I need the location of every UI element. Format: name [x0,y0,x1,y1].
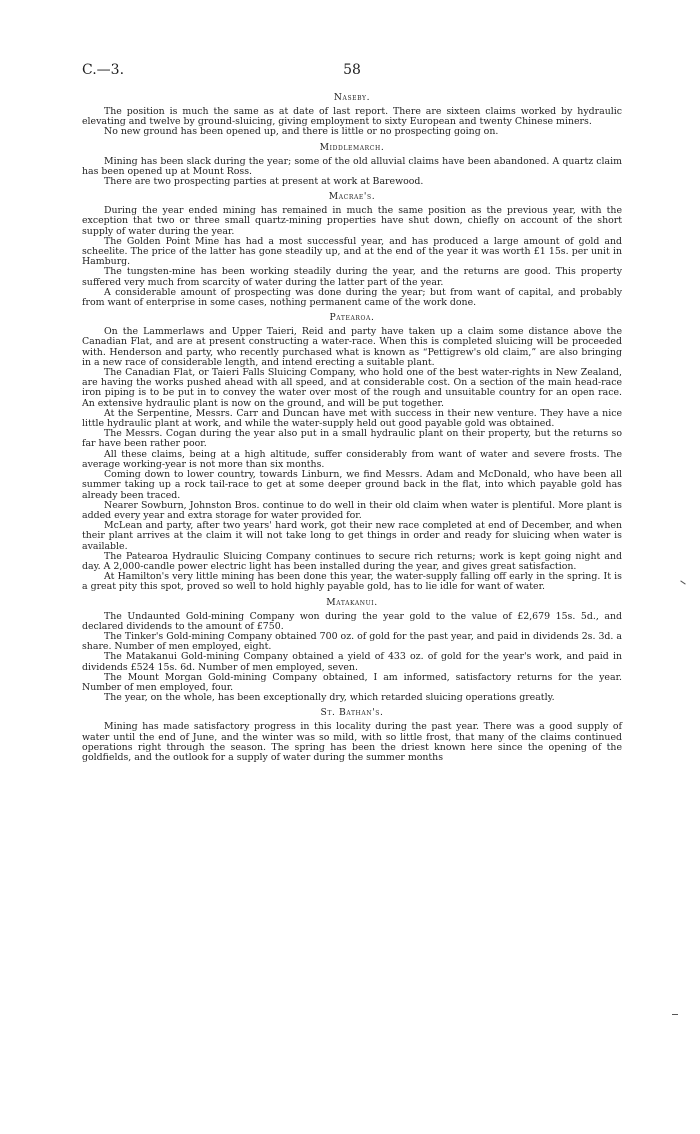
paragraph: The Patearoa Hydraulic Sluicing Company continues to secure rich returns; work is kept going night and day. A 2,000-candle power electric light has been installed during the year, and gives great satisfaction. [82,550,622,572]
paragraph: Mining has been slack during the year; some of the old alluvial claims have been abandoned. A quartz claim has been opened up at Mount Ross. [82,155,622,177]
paragraph: There are two prospecting parties at present at work at Barewood. [104,176,424,188]
section-heading: Patearoa. [329,312,375,324]
paragraph: At Hamilton's very little mining has been done this year, the water-supply falling off early in the spring. It is a great pity this spot, proved so well to hold highly payable gold, has to lie idle for want of water. [82,571,622,593]
page-header [82,62,622,88]
paragraph: The Mount Morgan Gold-mining Company obtained, I am informed, satisfactory returns for the year. Number of men employed, four. [82,671,622,693]
paragraph: A considerable amount of prospecting was done during the year; but from want of capital, and probably from want of enterprise in some cases, nothing permanent came of the work done. [82,286,622,309]
section-heading: Matakanui. [326,596,378,608]
paragraph: On the Lammerlaws and Upper Taieri, Reid and party have taken up a claim some distance above the Canadian Flat, and are at present constructing a water-race. When this is completed sluicing will be proceeded with. Henderson and party, who recently purchased what is known as “Pettigrew's old claim,” are also bringing in a new race of considerable length, and intend erecting a suitable plant. [82,326,622,368]
paragraph: The year, on the whole, has been exceptionally dry, which retarded sluicing operations greatly. [104,692,555,704]
report-section [82,191,622,308]
paragraph: The Undaunted Gold-mining Company won during the year gold to the value of £2,679 15s. 5d., and declared dividends to the amount of £750. [82,610,622,632]
section-heading: Middlemarch. [319,141,385,153]
paragraph: The Golden Point Mine has had a most successful year, and has produced a large amount of gold and scheelite. The price of the latter has gone steadily up, and at the end of the year it was worth £1 15s. per unit in Hamburg. [82,235,622,268]
margin-mark [680,580,685,584]
page-number: 58 [343,62,361,78]
report-section [82,92,622,138]
paragraph: The Canadian Flat, or Taieri Falls Sluicing Company, who hold one of the best water-rights in New Zealand, are having the works pushed ahead with all speed, and at considerable cost. On a section of the main head-race iron piping is to be put in to convey the water over most of the rough and unsuitable country for an open race. An extensive hydraulic plant is now on the ground, and will be put together. [82,367,622,409]
report-section [82,597,622,704]
paragraph: No new ground has been opened up, and there is little or no prospecting going on. [104,126,499,138]
paragraph: All these claims, being at a high altitude, suffer considerably from want of water and severe frosts. The average working-year is not more than six months. [82,448,622,470]
paragraph: The Matakanui Gold-mining Company obtained a yield of 433 oz. of gold for the year's work, and paid in dividends £524 15s. 6d. Number of men employed, seven. [82,651,622,673]
paragraph: Nearer Sowburn, Johnston Bros. continue to do well in their old claim when water is plentiful. More plant is added every year and extra storage for water provided for. [82,499,622,521]
report-section [82,707,622,763]
section-heading: Macrae's. [328,191,376,203]
paragraph: Coming down to lower country, towards Linburn, we find Messrs. Adam and McDonald, who have been all summer taking up a rock tail-race to get at some deeper ground back in the flat, into which payable gold has already been traced. [82,469,622,501]
paragraph: The position is much the same as at date of last report. There are sixteen claims worked by hydraulic elevating and twelve by ground-sluicing, giving employment to sixty European and twenty Chinese miners. [82,106,622,128]
margin-mark [672,1014,678,1015]
paragraph: Mining has made satisfactory progress in this locality during the past year. There was a good supply of water until the end of June, and the winter was so mild, with so little frost, that many of the claims continued operations right through the season. The spring has been the driest known here since the opening of the goldfields, and the outlook for a supply of water during the summer months [82,721,622,763]
paragraph: The tungsten-mine has been working steadily during the year, and the returns are good. This property suffered very much from scarcity of water during the latter part of the year. [82,266,622,288]
section-heading: Naseby. [333,92,371,103]
section-heading: St. Bathan's. [320,707,384,719]
report-body [82,92,622,763]
report-section [82,312,622,592]
document-page [82,62,622,763]
paragraph: The Messrs. Cogan during the year also put in a small hydraulic plant on their property, but the returns so far have been rather poor. [82,428,622,450]
paragraph: During the year ended mining has remained in much the same position as the previous year, with the exception that two or three small quartz-mining properties have shut down, chiefly on account of the short supply of water during the year. [82,205,622,237]
paragraph: At the Serpentine, Messrs. Carr and Duncan have met with success in their new venture. They have a nice little hydraulic plant at work, and while the water-supply held out good payable gold was obtained. [82,407,622,430]
document-reference: C.—3. [82,62,125,78]
paragraph: The Tinker's Gold-mining Company obtained 700 oz. of gold for the past year, and paid in dividends 2s. 3d. a share. Number of men employed, eight. [82,630,622,653]
report-section [82,142,622,188]
paragraph: McLean and party, after two years' hard work, got their new race completed at end of December, and when their plant arrives at the claim it will not take long to get things in order and ready for sluicing when water is available. [82,520,622,552]
